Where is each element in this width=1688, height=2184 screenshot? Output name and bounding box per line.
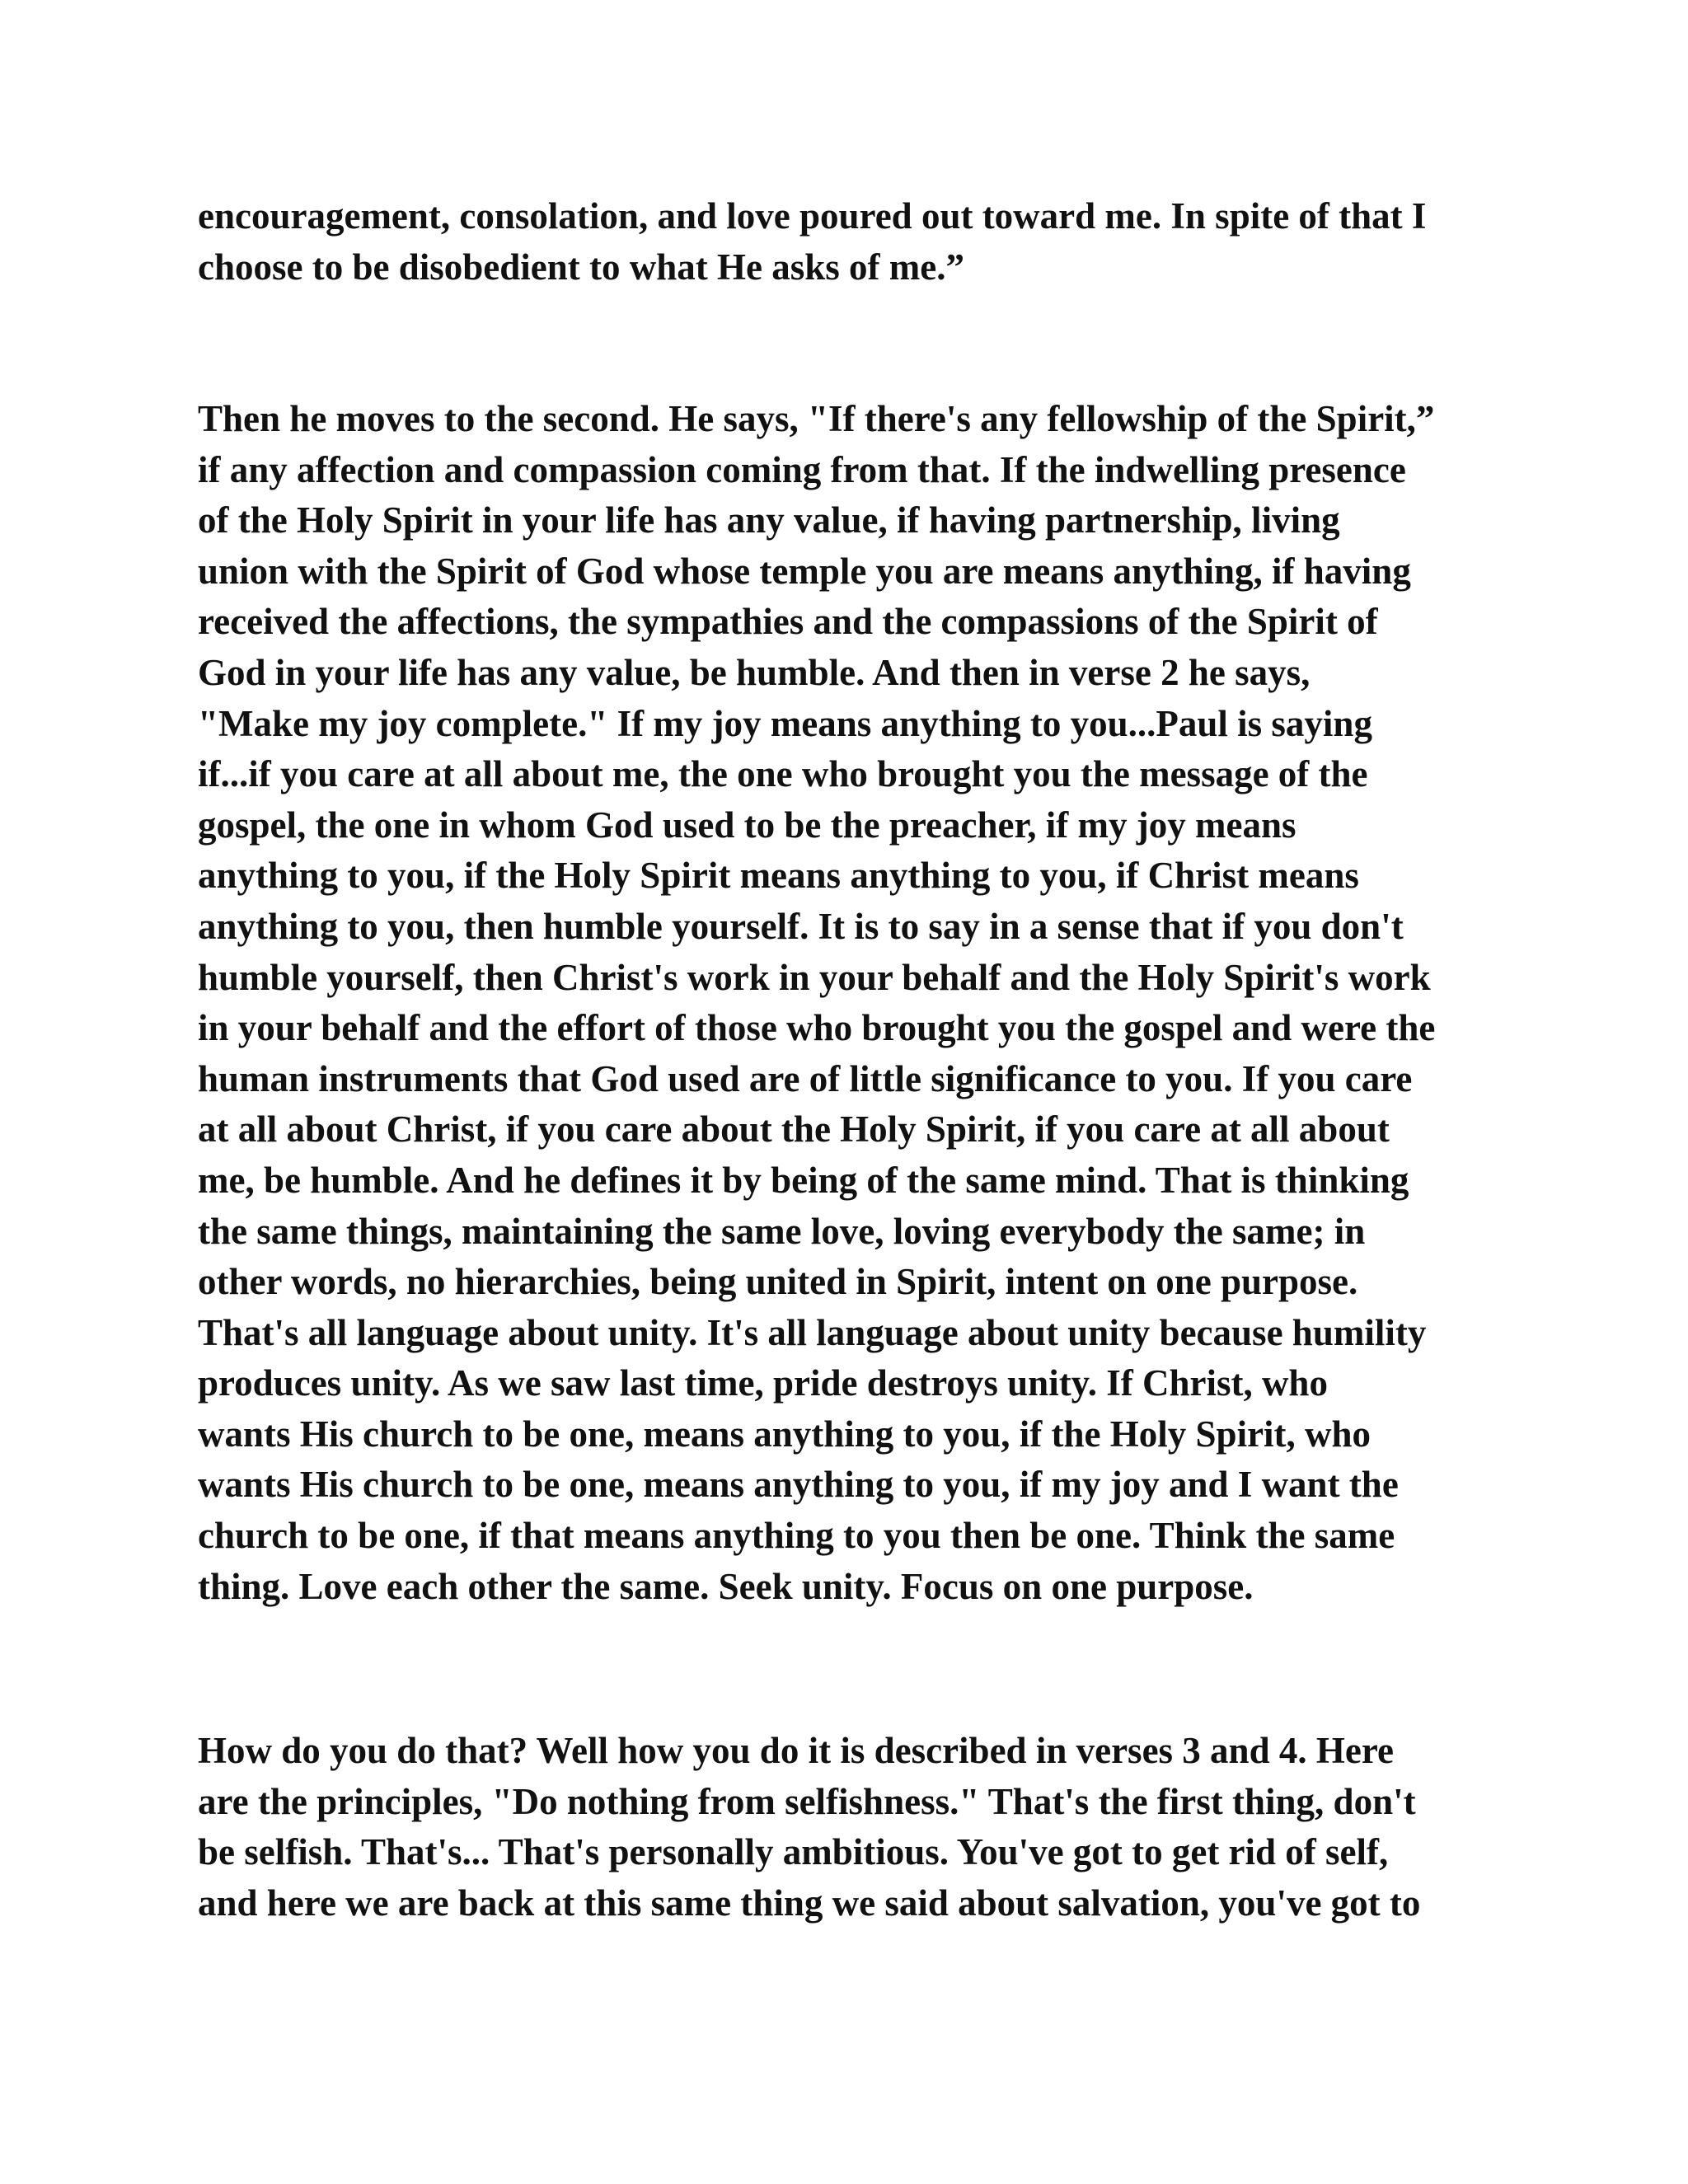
text-line: thing. Love each other the same. Seek unity. Focus on one purpose. (198, 1565, 1254, 1607)
text-line: choose to be disobedient to what He asks of me.” (198, 246, 964, 288)
text-line: are the principles, "Do nothing from selfishness." That's the first thing, don't (198, 1780, 1416, 1822)
text-line: human instruments that God used are of little significance to you. If you care (198, 1057, 1413, 1099)
text-line: other words, no hierarchies, being united in Spirit, intent on one purpose. (198, 1261, 1358, 1303)
text-line: encouragement, consolation, and love poured out toward me. In spite of that I (198, 195, 1427, 237)
text-line: the same things, maintaining the same love, loving everybody the same; in (198, 1210, 1366, 1252)
text-line: union with the Spirit of God whose temple you are means anything, if having (198, 550, 1411, 592)
text-line: at all about Christ, if you care about the Holy Spirit, if you care at all about (198, 1108, 1390, 1151)
text-line: Then he moves to the second. He says, "If there's any fellowship of the Spirit,” (198, 398, 1435, 439)
text-line: church to be one, if that means anything to you then be one. Think the same (198, 1515, 1395, 1557)
text-line: How do you do that? Well how you do it is described in verses 3 and 4. Here (198, 1730, 1394, 1771)
text-line: anything to you, if the Holy Spirit means anything to you, if Christ means (198, 855, 1359, 897)
text-line: if any affection and compassion coming from that. If the indwelling presence (198, 448, 1406, 490)
paragraph-2 (198, 394, 1517, 1612)
text-line: in your behalf and the effort of those who brought you the gospel and were the (198, 1007, 1436, 1049)
text-line: wants His church to be one, means anything to you, if my joy and I want the (198, 1464, 1399, 1506)
text-line: That's all language about unity. It's all language about unity because humility (198, 1311, 1427, 1353)
text-line: anything to you, then humble yourself. It is to say in a sense that if you don't (198, 905, 1404, 947)
text-line: wants His church to be one, means anything to you, if the Holy Spirit, who (198, 1413, 1372, 1455)
text-line: be selfish. That's... That's personally ambitious. You've got to get rid of self, (198, 1831, 1389, 1873)
text-line: if...if you care at all about me, the one who brought you the message of the (198, 753, 1368, 795)
text-line: humble yourself, then Christ's work in your behalf and the Holy Spirit's work (198, 956, 1431, 998)
text-line: "Make my joy complete." If my joy means anything to you...Paul is saying (198, 702, 1372, 744)
text-line: God in your life has any value, be humble. And then in verse 2 he says, (198, 651, 1311, 693)
text-line: me, be humble. And he defines it by being of the same mind. That is thinking (198, 1159, 1409, 1201)
paragraph-1 (198, 191, 1517, 293)
paragraph-3 (198, 1726, 1517, 1929)
text-line: of the Holy Spirit in your life has any value, if having partnership, living (198, 499, 1340, 541)
text-line: and here we are back at this same thing we said about salvation, you've got to (198, 1882, 1421, 1924)
text-line: gospel, the one in whom God used to be the preacher, if my joy means (198, 804, 1296, 846)
text-line: produces unity. As we saw last time, pride destroys unity. If Christ, who (198, 1362, 1328, 1404)
text-line: received the affections, the sympathies and the compassions of the Spirit of (198, 601, 1378, 643)
